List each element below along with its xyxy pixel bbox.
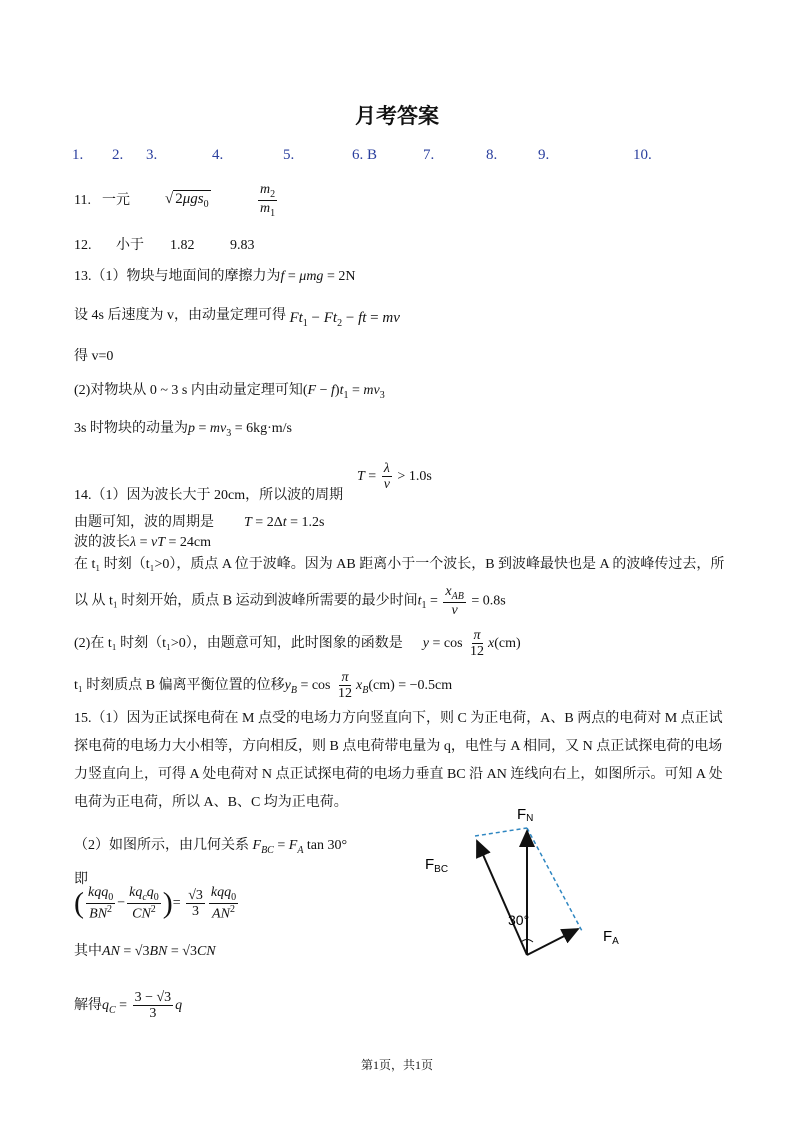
q13-line-3: 得 v=0 <box>74 349 114 364</box>
q15-line-2: （2）如图所示，由几何关系 $F_{BC} = F_A$ tan 30° <box>74 838 348 856</box>
q14-line-5: 以 从 t₁ 时刻开始，质点 B 运动到波峰所需要的最少时间$t_1$ = $\frac{x_{AB}}{v}$ = 0.8s <box>74 584 506 618</box>
q11-number: 11. <box>74 193 91 208</box>
answer-7: 7. <box>423 147 435 163</box>
q13-line-2: 设 4s 后速度为 v，由动量定理可得 $Ft_1 - Ft_2$ − ft = mv <box>74 308 400 329</box>
dashed-line-top <box>475 828 527 836</box>
answer-8: 8. <box>486 147 498 163</box>
arrow-fa <box>527 929 578 955</box>
answer-3: 3. <box>146 147 158 163</box>
q14-line-6: (2)在 t₁ 时刻（t₁>0），由题意可知，此时图象的函数是 y = cos $\frac{\pi}{12}$ x(cm) <box>74 628 521 660</box>
fn-label: FN <box>517 806 534 824</box>
q12-number: 12. <box>74 238 92 253</box>
q12-answer-1: 小于 <box>116 238 144 253</box>
angle-label: 30° <box>508 912 530 928</box>
q12-answer-3: 9.83 <box>230 238 255 253</box>
q14-line-7: t₁ 时刻质点 B 偏离平衡位置的位移$y_B = \cos$ $\frac{\pi}{12}$ $x_B(cm) = -0.5cm$ <box>74 670 453 702</box>
q13-line-5: 3s 时物块的动量为$p = mv_3 = 6kg\cdot m/s$ <box>74 421 292 439</box>
q15-line-5: 解得$q_C$ = $\frac{3 - √3}{3}$ q <box>74 990 183 1022</box>
q11-answer-1: 一元 <box>102 193 130 208</box>
q15-paragraph-1: 15.（1）因为正试探电荷在 M 点受的电场力方向竖直向下，则 C 为正电荷，A、B 两点的电荷对 M 点正试探电荷的电场力大小相等，方向相反，则 B 点电荷带电量为 q，电性与 A 相同，又 N 点正试探电荷的电场力竖直向上，可得 A 处电荷对 N 点正试探电荷的电场力垂直 BC 沿 AN 连线向右上，如图所示。可知 A 处电荷为正电荷，所以 A、B、C 均为正电荷。 <box>74 711 723 810</box>
q13-line-4: (2)对物块从 0 ~ 3 s 内由动量定理可知$(F - f)t_1 = mv_3$ <box>74 383 385 401</box>
q14-line-1: 14.（1）因为波长大于 20cm，所以波的周期 <box>74 488 344 503</box>
fa-label: $F_A$ <box>603 928 619 947</box>
fbc-label: $F_{BC}$ <box>425 856 449 875</box>
q15-line-3-label: 即 <box>74 872 88 887</box>
force-diagram <box>415 795 645 970</box>
q13-line-1: 13.（1）物块与地面间的摩擦力为f = μmg = 2N <box>74 269 356 284</box>
answer-10: 10. <box>633 147 652 163</box>
page-footer: 第1页，共1页 <box>360 1058 433 1072</box>
answer-2: 2. <box>112 147 124 163</box>
q15-line-4: 其中AN = √3BN = √3CN <box>74 944 216 959</box>
q14-line-4: 在 t₁ 时刻（t₁>0），质点 A 位于波峰。因为 AB 距离小于一个波长，B 到波峰最快也是 A 的波峰传过去，所 <box>74 557 725 572</box>
answer-1: 1. <box>72 147 84 163</box>
answer-6: 6. B <box>352 147 378 163</box>
answer-9: 9. <box>538 147 550 163</box>
q14-period-condition: T = $\frac{\lambda}{v}$ > 1.0s <box>357 461 432 493</box>
q11-formula-mass-ratio: $\frac{m_2}{m_1}$ <box>260 182 276 219</box>
q12-answer-2: 1.82 <box>170 238 195 253</box>
page-title: 月考答案 <box>355 104 439 128</box>
q14-line-2: 由题可知，波的周期是 T = 2Δt = 1.2s <box>74 515 325 530</box>
answer-5: 5. <box>283 147 295 163</box>
q11-formula-sqrt: √ 2μgs$_0$ <box>165 191 209 210</box>
q14-line-3: 波的波长λ = vT = 24cm <box>74 535 211 550</box>
answer-4: 4. <box>212 147 224 163</box>
arrow-fbc <box>477 841 530 955</box>
q15-equation: ( $\frac{kqq_0}{BN^2}$ − $\frac{kq_cq_0}{CN^2}$ )= $\frac{√3}{3}$ $\frac{kqq_0}{AN^2}$ <box>74 885 237 922</box>
dashed-line-side <box>527 828 582 931</box>
